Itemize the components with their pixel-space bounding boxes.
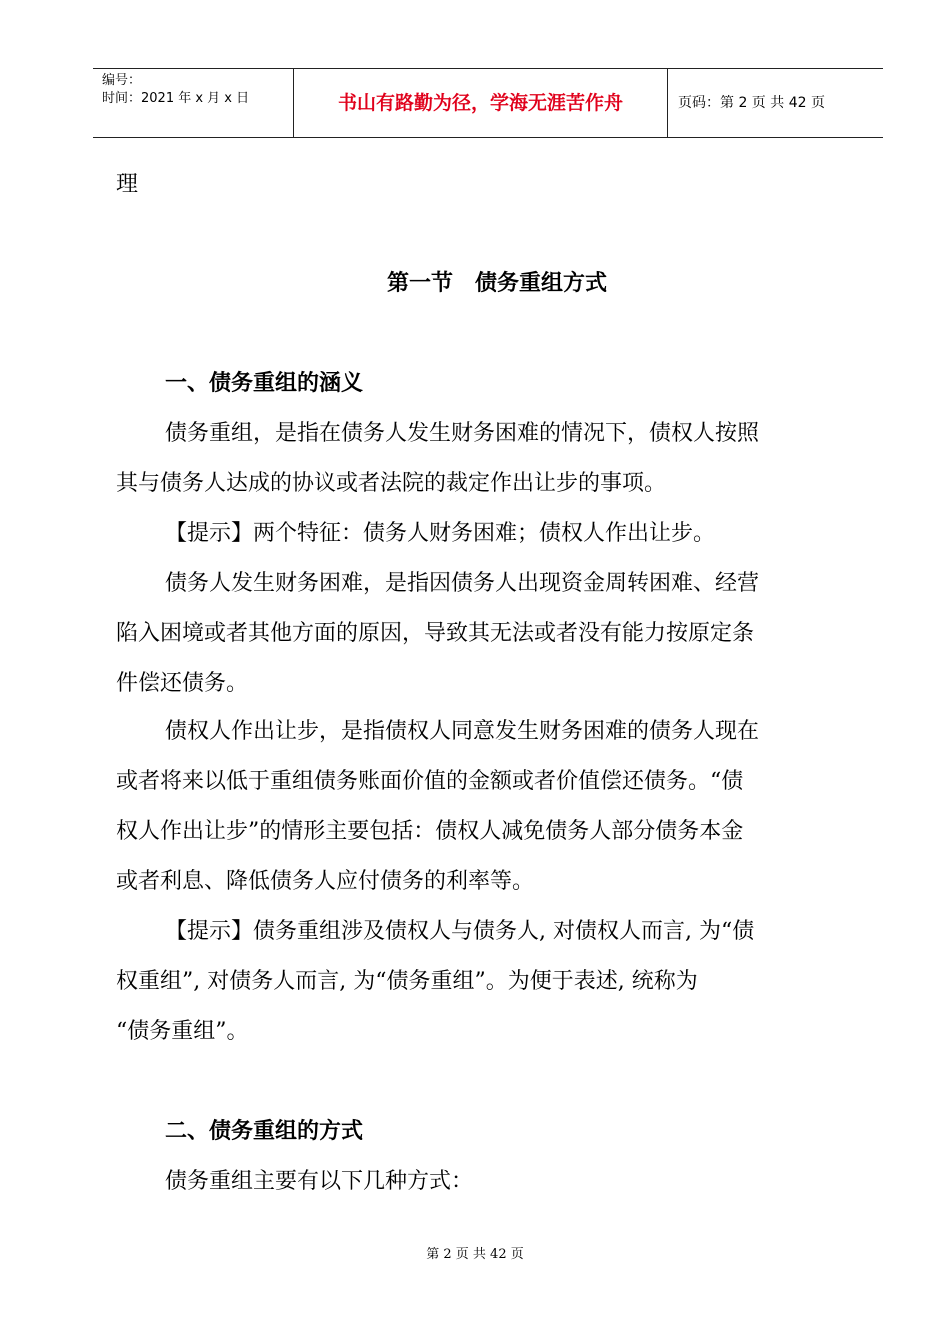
paragraph-line: 或者利息、降低债务人应付债务的利率等。: [116, 869, 535, 894]
continuation-text: 理: [116, 172, 139, 197]
header-meta-cell: [93, 69, 294, 137]
header-page-cell: [668, 69, 883, 137]
paragraph-line: 其与债务人达成的协议或者法院的裁定作出让步的事项。: [116, 471, 667, 496]
section-title: 第一节 债务重组方式: [387, 271, 608, 296]
paragraph-line: 债务人发生财务困难，是指因债务人出现资金周转困难、经营: [165, 571, 760, 596]
heading-definition: 一、债务重组的涵义: [165, 371, 364, 396]
paragraph-line: 债务重组主要有以下几种方式：: [165, 1169, 474, 1194]
page-header: [93, 68, 883, 138]
heading-methods: 二、债务重组的方式: [165, 1119, 364, 1144]
tip-line: “债务重组”。: [116, 1019, 249, 1044]
paragraph-line: 或者将来以低于重组债务账面价值的金额或者价值偿还债务。“债: [116, 769, 744, 794]
doc-time-label: 时间：2021 年 x 月 x 日: [102, 91, 250, 106]
tip-line: 权重组”, 对债务人而言, 为“债务重组”。为便于表述, 统称为: [116, 969, 698, 994]
page-footer: 第 2 页 共 42 页: [426, 1247, 524, 1262]
header-motto-cell: [294, 69, 668, 137]
paragraph-line: 陷入困境或者其他方面的原因，导致其无法或者没有能力按原定条: [116, 621, 755, 646]
paragraph-line: 债权人作出让步，是指债权人同意发生财务困难的债务人现在: [165, 719, 760, 744]
header-page-number: 页码：第 2 页 共 42 页: [678, 95, 825, 111]
doc-code-label: 编号：: [102, 73, 142, 88]
tip-line: 【提示】债务重组涉及债权人与债务人, 对债权人而言, 为“债: [165, 919, 755, 944]
paragraph-line: 债务重组，是指在债务人发生财务困难的情况下，债权人按照: [165, 421, 760, 446]
tip-line: 【提示】两个特征：债务人财务困难；债权人作出让步。: [165, 521, 716, 546]
paragraph-line: 件偿还债务。: [116, 671, 249, 696]
header-motto: 书山有路勤为径，学海无涯苦作舟: [337, 92, 623, 114]
paragraph-line: 权人作出让步”的情形主要包括：债权人减免债务人部分债务本金: [116, 819, 744, 844]
